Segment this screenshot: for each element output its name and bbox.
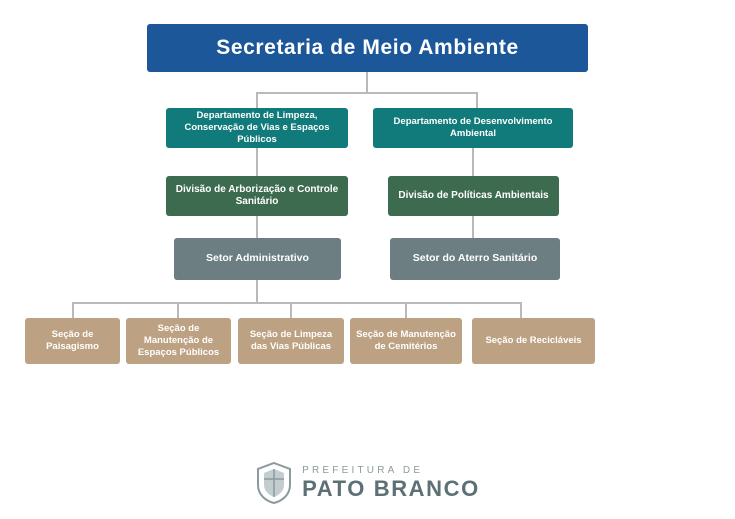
- connector-dept-left-to-div: [256, 148, 258, 176]
- node-setor-administrativo[interactable]: [174, 238, 341, 280]
- node-secao-manutencao-cemiterios[interactable]: [350, 318, 462, 364]
- connector-sections-bus: [72, 302, 522, 304]
- node-setor-aterro-sanitario[interactable]: [390, 238, 560, 280]
- connector-section-5-drop: [520, 302, 522, 318]
- node-secretaria-meio-ambiente[interactable]: [147, 24, 588, 72]
- logo-text: [302, 465, 480, 500]
- node-label: Seção de Paisagismo: [46, 329, 99, 352]
- node-divisao-arborizacao[interactable]: [166, 176, 348, 216]
- node-label: Divisão de Arborização e Controle Sanitário: [175, 183, 339, 207]
- node-label: Seção de Manutenção de Espaços Públicos: [137, 323, 220, 358]
- node-label: Secretaria de Meio Ambiente: [216, 35, 519, 59]
- node-departamento-limpeza[interactable]: [166, 108, 348, 148]
- node-label: Setor do Aterro Sanitário: [412, 252, 538, 265]
- connector-sector-stem: [256, 280, 258, 302]
- connector-title-bus: [256, 92, 478, 94]
- node-label: Seção de Recicláveis: [485, 335, 582, 347]
- connector-div-left-to-sector: [256, 216, 258, 238]
- node-departamento-desenvolvimento-ambiental[interactable]: [373, 108, 573, 148]
- node-divisao-politicas-ambientais[interactable]: [388, 176, 559, 216]
- node-label: Seção de Limpeza das Vias Públicas: [249, 329, 333, 352]
- node-secao-manutencao-espacos-publicos[interactable]: [126, 318, 231, 364]
- connector-dept-right-to-div: [472, 148, 474, 176]
- connector-title-stem: [366, 72, 368, 92]
- logo-prefeitura-line: PREFEITURA DE: [302, 465, 424, 476]
- node-secao-limpeza-vias-publicas[interactable]: [238, 318, 344, 364]
- node-label: Seção de Manutenção de Cemitérios: [356, 329, 456, 352]
- connector-dept-right-drop: [476, 92, 478, 108]
- coat-of-arms-icon: [255, 461, 293, 505]
- connector-section-4-drop: [405, 302, 407, 318]
- node-label: Divisão de Políticas Ambientais: [398, 189, 549, 201]
- logo-city-line: PATO BRANCO: [302, 476, 480, 501]
- footer-logo: [0, 455, 735, 510]
- connector-section-3-drop: [290, 302, 292, 318]
- connector-div-right-to-sector: [472, 216, 474, 238]
- connector-section-1-drop: [72, 302, 74, 318]
- node-secao-reciclaveis[interactable]: [472, 318, 595, 364]
- node-label: Departamento de Desenvolvimento Ambiental: [393, 116, 553, 139]
- node-secao-paisagismo[interactable]: [25, 318, 120, 364]
- connector-dept-left-drop: [256, 92, 258, 108]
- node-label: Departamento de Limpeza, Conservação de Vias e Espaços Públicos: [184, 110, 330, 145]
- connector-section-2-drop: [177, 302, 179, 318]
- node-label: Setor Administrativo: [206, 252, 309, 265]
